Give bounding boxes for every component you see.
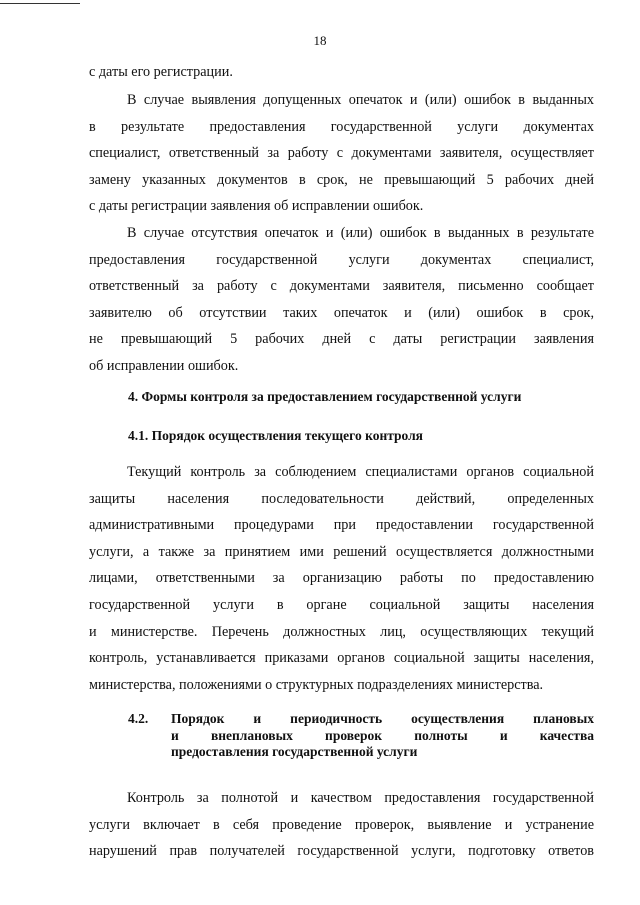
text-line: Текущий контроль за соблюдением специалистами органов социальной [127, 464, 594, 480]
heading-line: и внеплановых проверок полноты и качества [171, 727, 594, 743]
text-line: с даты регистрации заявления об исправлении ошибок. [89, 198, 424, 215]
text-line: Контроль за полнотой и качеством предоставления государственной [127, 790, 594, 806]
text-line: лицами, ответственными за организацию работы по предоставлению [89, 570, 594, 587]
heading-line: Порядок и периодичность осуществления плановых [171, 711, 594, 726]
text-line: в результате предоставления государственной услуги документах [89, 118, 594, 135]
paragraph-end [89, 59, 594, 86]
text-line: об исправлении ошибок. [89, 357, 239, 374]
section-heading-4-2 [171, 711, 594, 761]
text-line: предоставления государственной услуги документах специалист, [89, 251, 594, 268]
text-line: нарушений прав получателей государственной услуги, подготовку ответов [89, 843, 594, 860]
text-line: контроль, устанавливается приказами органов социальной защиты населения, [89, 650, 594, 667]
text-line: В случае отсутствия опечаток и (или) ошибок в выданных в результате [127, 225, 594, 241]
text-line: министерства, положениями о структурных подразделениях министерства. [89, 676, 544, 693]
text-line: ответственный за работу с документами заявителя, письменно сообщает [89, 278, 594, 295]
text-line: и министерстве. Перечень должностных лиц, осуществляющих текущий [89, 623, 594, 640]
text-line: услуги включает в себя проведение проверок, выявление и устранение [89, 816, 594, 833]
page-number: 18 [313, 33, 327, 48]
section-heading-4-1: 4.1. Порядок осуществления текущего контроля [128, 428, 423, 443]
text-line: заявителю об отсутствии таких опечаток и (или) ошибок в срок, [89, 304, 594, 321]
text-line: услуги, а также за принятием ими решений осуществляется должностными [89, 543, 594, 560]
text-line: не превышающий 5 рабочих дней с даты регистрации заявления [89, 331, 594, 348]
paragraph-no-typos [89, 220, 594, 380]
paragraph-current-control [89, 459, 594, 698]
text-line: административными процедурами при предоставлении государственной [89, 517, 594, 534]
text-line: государственной услуги в органе социальной защиты населения [89, 596, 594, 613]
text-line: защиты населения последовательности действий, определенных [89, 490, 594, 507]
section-heading-4-2-number: 4.2. [128, 711, 149, 726]
text-line: замену указанных документов в срок, не превышающий 5 рабочих дней [89, 171, 594, 188]
text-line: специалист, ответственный за работу с документами заявителя, осуществляет [89, 145, 594, 162]
heading-line: предоставления государственной услуги [171, 744, 418, 759]
scan-edge-line [0, 3, 80, 4]
paragraph-typo-correction [89, 87, 594, 220]
text-line: с даты его регистрации. [89, 64, 233, 80]
paragraph-quality-control [89, 785, 594, 865]
section-heading-4: 4. Формы контроля за предоставлением государственной услуги [128, 389, 522, 404]
text-line: В случае выявления допущенных опечаток и (или) ошибок в выданных [127, 92, 594, 108]
